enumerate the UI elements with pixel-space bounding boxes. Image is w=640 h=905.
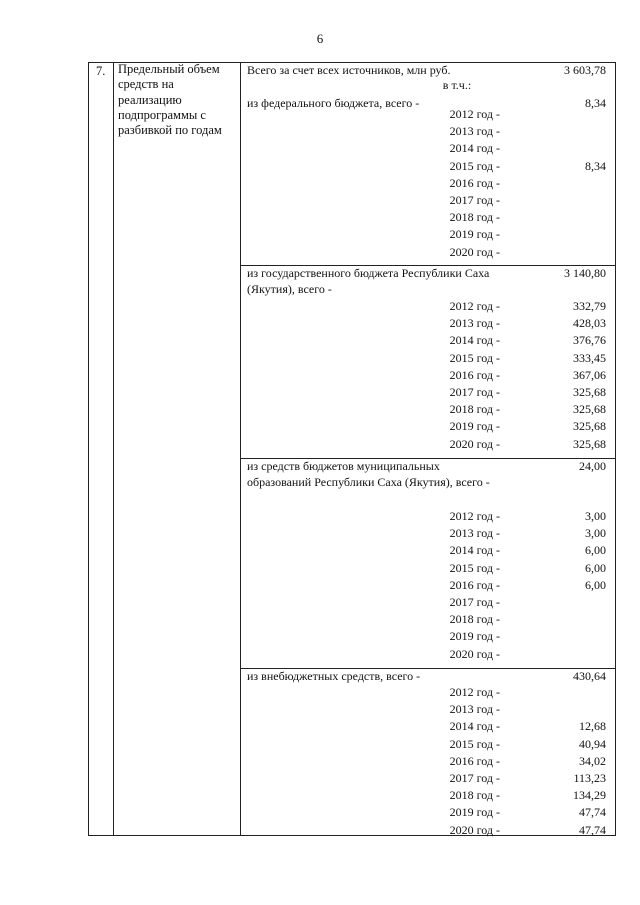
year-row (245, 332, 616, 349)
funding-table (88, 62, 616, 836)
year-row (245, 822, 616, 839)
year-row (245, 175, 616, 192)
year-label: 2015 год - (449, 350, 500, 365)
year-row (245, 123, 616, 140)
year-row (245, 594, 616, 611)
year-value: 376,76 (573, 333, 606, 348)
block-total: 8,34 (585, 96, 606, 110)
year-label: 2017 год - (449, 595, 500, 609)
year-value: 325,68 (573, 385, 606, 399)
year-row (245, 226, 616, 243)
year-value: 3,00 (585, 509, 606, 523)
year-row (245, 192, 616, 209)
block-subtitle: в т.ч.: (442, 78, 472, 92)
block-total: 3 140,80 (564, 266, 606, 280)
year-value: 134,29 (573, 788, 606, 803)
block-title: из средств бюджетов муниципальных образований Республики Саха (Якутия), всего - (247, 459, 490, 489)
year-label: 2020 год - (449, 822, 500, 837)
year-label: 2018 год - (449, 210, 500, 225)
year-label: 2020 год - (449, 646, 500, 661)
year-row (245, 140, 616, 157)
year-row (245, 244, 616, 261)
year-row (245, 209, 616, 226)
year-label: 2012 год - (449, 299, 500, 313)
row-label: Предельный объем средств на реализацию подпрограммы с разбивкой по годам (118, 62, 222, 138)
column-divider-2 (240, 62, 241, 836)
year-value: 428,03 (573, 316, 606, 331)
year-label: 2020 год - (449, 244, 500, 259)
year-label: 2018 год - (449, 788, 500, 803)
year-row (245, 542, 616, 559)
year-row (245, 753, 616, 770)
year-label: 2014 год - (449, 719, 500, 734)
year-row (245, 315, 616, 332)
year-value: 12,68 (579, 719, 606, 734)
year-label: 2015 год - (449, 560, 500, 575)
year-label: 2019 год - (449, 629, 500, 644)
year-row (245, 401, 616, 418)
year-value: 332,79 (573, 299, 606, 313)
year-label: 2018 год - (449, 612, 500, 627)
column-divider-1 (113, 62, 114, 836)
year-row (245, 736, 616, 753)
year-label: 2019 год - (449, 805, 500, 820)
year-label: 2014 год - (449, 543, 500, 558)
year-row (245, 577, 616, 594)
year-row (245, 646, 616, 663)
year-label: 2017 год - (449, 385, 500, 399)
block-title: Всего за счет всех источников, млн руб. (247, 63, 451, 77)
year-row (245, 684, 616, 701)
year-value: 47,74 (579, 822, 606, 837)
year-value: 6,00 (585, 577, 606, 592)
year-label: 2014 год - (449, 141, 500, 156)
year-label: 2013 год - (449, 316, 500, 331)
year-value: 8,34 (585, 158, 606, 173)
year-label: 2016 год - (449, 577, 500, 592)
block-title: из государственного бюджета Республики Саха (Якутия), всего - (247, 266, 490, 296)
block-total: 430,64 (573, 669, 606, 683)
year-label: 2012 год - (449, 685, 500, 699)
year-label: 2012 год - (449, 107, 500, 121)
year-label: 2015 год - (449, 158, 500, 173)
year-value: 325,68 (573, 436, 606, 451)
year-value: 333,45 (573, 350, 606, 365)
year-row (245, 384, 616, 401)
year-row (245, 418, 616, 435)
block-total: 3 603,78 (564, 63, 606, 77)
year-value: 47,74 (579, 805, 606, 820)
year-value: 40,94 (579, 736, 606, 751)
year-value: 3,00 (585, 526, 606, 541)
year-row (245, 525, 616, 542)
year-label: 2012 год - (449, 509, 500, 523)
year-label: 2019 год - (449, 227, 500, 242)
table-border-left (88, 62, 89, 836)
year-row (245, 718, 616, 735)
year-row (245, 701, 616, 718)
year-row (245, 350, 616, 367)
year-value: 113,23 (573, 771, 606, 785)
year-label: 2017 год - (449, 193, 500, 207)
year-label: 2016 год - (449, 367, 500, 382)
block-total: 24,00 (579, 459, 606, 473)
year-row (245, 611, 616, 628)
year-row (245, 158, 616, 175)
year-label: 2013 год - (449, 702, 500, 717)
year-label: 2017 год - (449, 771, 500, 785)
year-value: 6,00 (585, 543, 606, 558)
year-row (245, 367, 616, 384)
year-label: 2020 год - (449, 436, 500, 451)
year-label: 2013 год - (449, 526, 500, 541)
year-value: 325,68 (573, 419, 606, 434)
year-row (245, 436, 616, 453)
block-title: из федерального бюджета, всего - (247, 96, 420, 110)
year-row (245, 787, 616, 804)
year-row (245, 628, 616, 645)
year-row (245, 770, 616, 787)
year-value: 325,68 (573, 402, 606, 417)
row-number: 7. (96, 64, 106, 78)
year-label: 2015 год - (449, 736, 500, 751)
year-value: 367,06 (573, 367, 606, 382)
block-title: из внебюджетных средств, всего - (247, 669, 421, 683)
year-value: 34,02 (579, 753, 606, 768)
year-row (245, 298, 616, 315)
year-label: 2013 год - (449, 124, 500, 139)
year-label: 2019 год - (449, 419, 500, 434)
page-number: 6 (316, 31, 324, 46)
year-row (245, 804, 616, 821)
year-row (245, 508, 616, 525)
year-label: 2018 год - (449, 402, 500, 417)
year-row (245, 106, 616, 123)
year-label: 2016 год - (449, 175, 500, 190)
year-value: 6,00 (585, 560, 606, 575)
year-label: 2014 год - (449, 333, 500, 348)
year-row (245, 560, 616, 577)
year-label: 2016 год - (449, 753, 500, 768)
